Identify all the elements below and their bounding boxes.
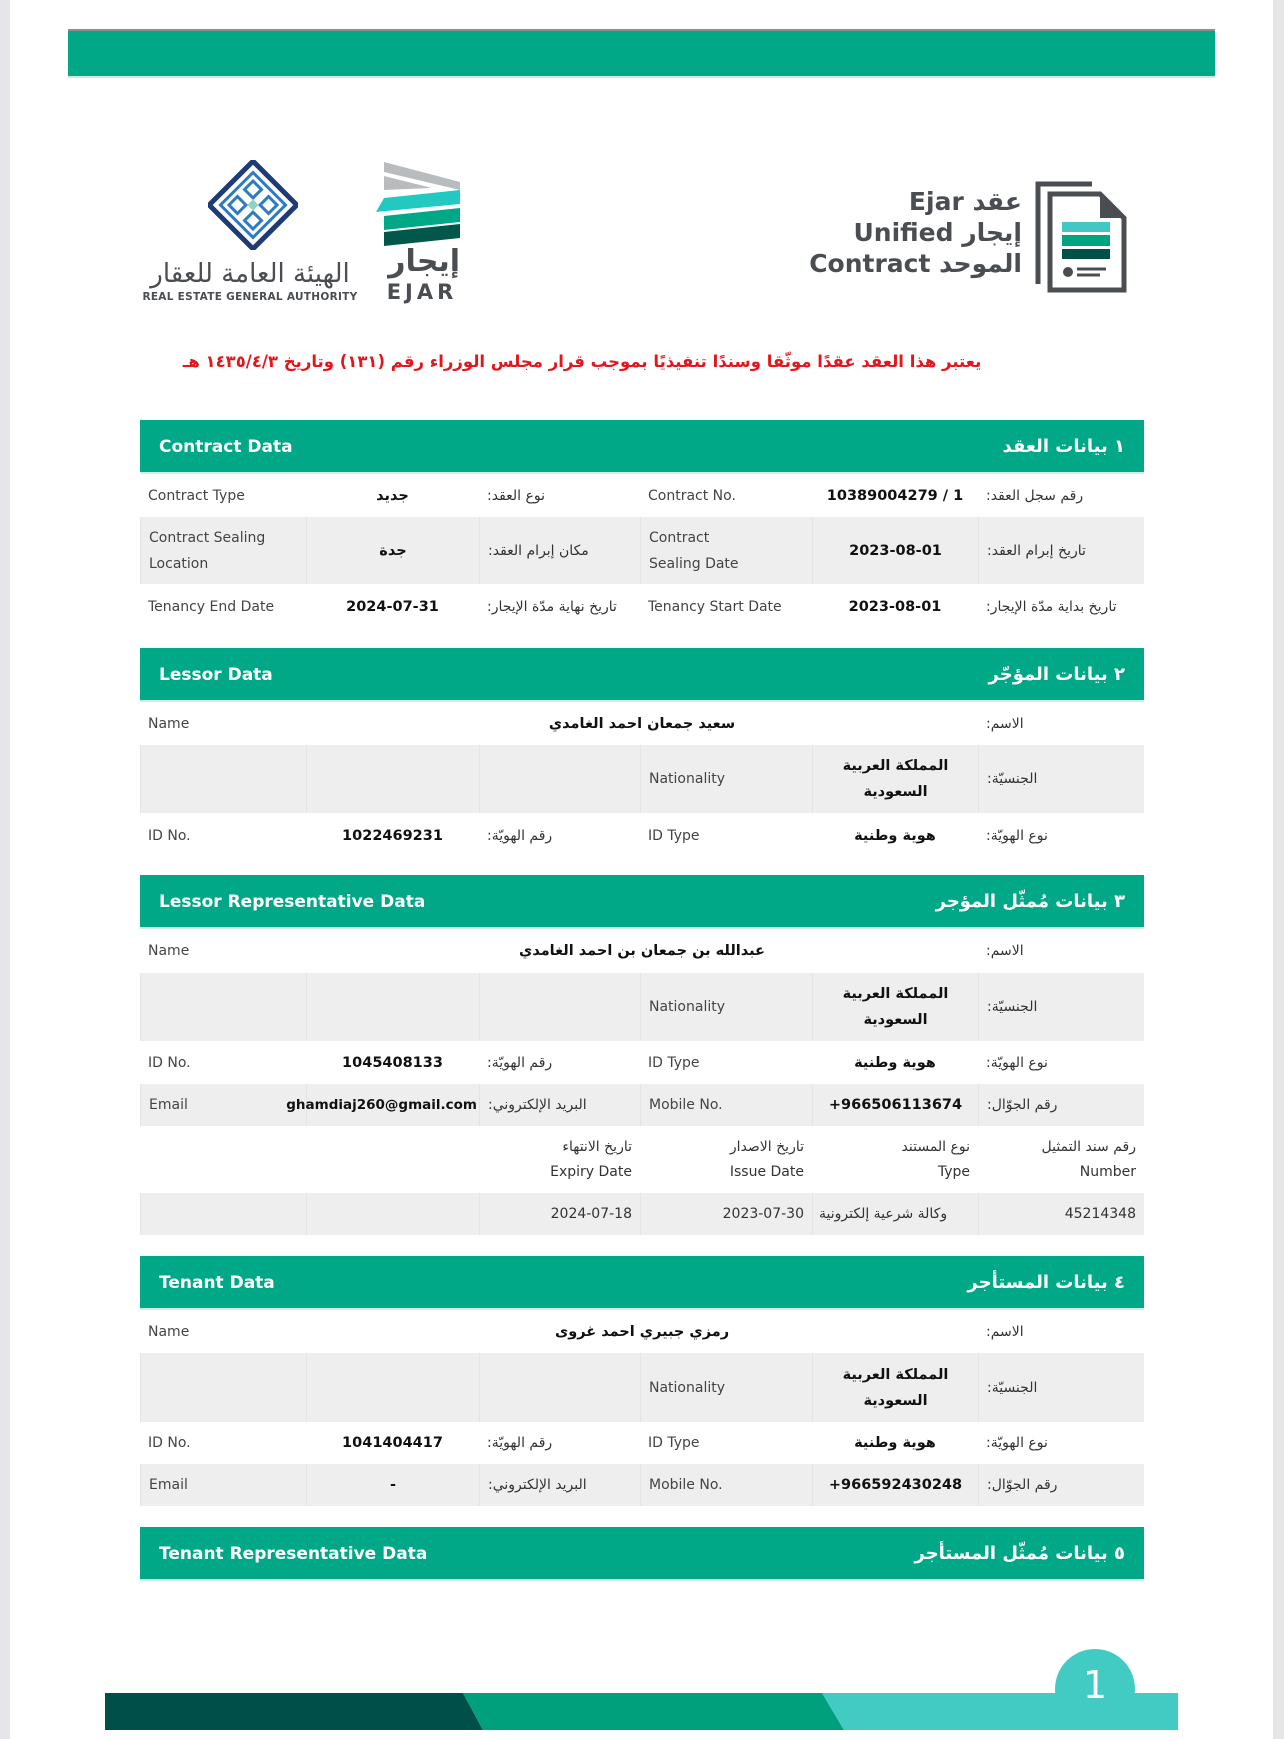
- label-ar: الاسم:: [986, 943, 1024, 959]
- label-en: Tenancy Start Date: [648, 599, 782, 615]
- empty-cell: [479, 973, 640, 1041]
- sealing-location-value: جدة: [306, 517, 479, 584]
- header-ar: تاريخ الاصدار: [729, 1138, 804, 1155]
- table-row: [140, 584, 1144, 630]
- rega-emblem-icon: [208, 160, 298, 250]
- label-ar: نوع الهويّة:: [986, 1435, 1048, 1451]
- table-row: [140, 813, 1144, 858]
- unified-contract-logo-text: [800, 186, 1022, 279]
- label-ar: تاريخ بداية مدّة الإيجار:: [986, 599, 1117, 615]
- rega-logo: [130, 160, 370, 310]
- contract-document-icon: [1034, 180, 1129, 294]
- empty-cell: [306, 745, 479, 813]
- id-type-value: هوية وطنية: [854, 827, 936, 844]
- label-ar: مكان إبرام العقد:: [479, 517, 640, 584]
- table-row: [140, 973, 1144, 1041]
- empty-cell: [479, 1353, 640, 1422]
- section-title-ar: ٤ بيانات المستأجر: [967, 1272, 1125, 1293]
- empty-cell: [140, 973, 306, 1041]
- footer-stripe-dark: [105, 1693, 483, 1730]
- footer-stripe: [105, 1693, 1178, 1730]
- empty-cell: [140, 1353, 306, 1422]
- document-type-value: وكالة شرعية إلكترونية: [812, 1193, 978, 1235]
- section-header-contract: [140, 420, 1144, 474]
- empty-cell: [140, 1193, 306, 1235]
- table-row: [140, 1041, 1144, 1084]
- doc-header-expiry: [479, 1126, 640, 1193]
- header-ar: نوع المستند: [901, 1138, 970, 1155]
- nationality-value: المملكة العربية السعودية: [812, 745, 978, 813]
- nationality-value: المملكة العربية السعودية: [812, 973, 978, 1041]
- top-banner: [68, 29, 1215, 78]
- tenancy-start-value: 2023-08-01: [848, 599, 942, 615]
- table-row: [140, 1422, 1144, 1464]
- label-en: ID No.: [148, 1054, 191, 1071]
- table-row: [140, 1084, 1144, 1126]
- document-header-row: [140, 1126, 1144, 1193]
- section-title-ar: ٢ بيانات المؤجّر: [988, 664, 1125, 685]
- email-value[interactable]: ghamdiaj260@gmail.com: [306, 1084, 479, 1126]
- id-type-value: هوية وطنية: [854, 1435, 936, 1451]
- header-en: Number: [1079, 1163, 1136, 1180]
- header-ar: رقم سند التمثيل: [1041, 1138, 1136, 1155]
- unified-line-2: Unified إيجار: [853, 218, 1022, 247]
- label-en: Tenancy End Date: [148, 599, 275, 615]
- section-title-en: Lessor Data: [159, 665, 273, 685]
- header-en: Type: [937, 1163, 970, 1180]
- label-ar: نوع الهويّة:: [986, 1054, 1048, 1071]
- unified-line-3: Contract الموحد: [809, 249, 1022, 278]
- label-ar: الجنسيّة:: [978, 745, 1144, 813]
- contract-no-value: 10389004279 / 1: [826, 488, 964, 504]
- nationality-value: المملكة العربية السعودية: [812, 1353, 978, 1422]
- header-ar: تاريخ الانتهاء: [562, 1138, 632, 1155]
- table-row: [140, 475, 1144, 517]
- section-title-en: Contract Data: [159, 437, 293, 457]
- empty-cell: [140, 745, 306, 813]
- doc-header-type: [812, 1126, 978, 1193]
- label-ar: تاريخ نهاية مدّة الإيجار:: [487, 599, 617, 615]
- section-header-tenant: [140, 1256, 1144, 1310]
- empty-cell: [479, 745, 640, 813]
- label-ar: الاسم:: [986, 715, 1024, 732]
- label-en: ID No.: [148, 827, 191, 844]
- header-en: Issue Date: [729, 1163, 804, 1180]
- label-ar: رقم سجل العقد:: [986, 488, 1084, 504]
- label-en: Mobile No.: [640, 1464, 812, 1506]
- table-row: [140, 745, 1144, 813]
- label-ar: رقم الجوّال:: [978, 1084, 1144, 1126]
- lessor-name-value: سعيد جمعان احمد الغامدي: [548, 715, 736, 732]
- section-title-en: Tenant Representative Data: [159, 1544, 428, 1564]
- doc-header-number: [978, 1126, 1144, 1193]
- id-number-value: 1022469231: [342, 827, 443, 844]
- label-ar: البريد الإلكتروني:: [479, 1464, 640, 1506]
- label-en: Nationality: [640, 973, 812, 1041]
- expiry-date-value: 2024-07-18: [479, 1193, 640, 1235]
- label-ar: الجنسيّة:: [978, 973, 1144, 1041]
- empty-cell: [306, 1193, 479, 1235]
- label-en: Contract Sealing Location: [140, 517, 306, 584]
- table-row: [140, 517, 1144, 584]
- page-number: 1: [1082, 1663, 1108, 1707]
- label-en: Name: [148, 1323, 190, 1340]
- section-title-ar: ٣ بيانات مُمثّل المؤجر: [935, 891, 1125, 912]
- document-value-row: [140, 1193, 1144, 1235]
- label-en: Nationality: [640, 745, 812, 813]
- empty-cell: [306, 1353, 479, 1422]
- section-header-lessor-rep: [140, 875, 1144, 929]
- id-number-value: 1041404417: [342, 1435, 443, 1451]
- mobile-value: +966592430248: [812, 1464, 978, 1506]
- label-ar: رقم الهويّة:: [487, 1435, 553, 1451]
- label-ar: رقم الهويّة:: [487, 1054, 553, 1071]
- contract-type-value: جديد: [376, 488, 409, 504]
- label-en: Contract Type: [148, 488, 245, 504]
- document-number-value: 45214348: [978, 1193, 1144, 1235]
- label-en: ID No.: [148, 1435, 191, 1451]
- unified-line-1: Ejar عقد: [908, 187, 1022, 216]
- label-en: ID Type: [648, 1054, 700, 1071]
- ejar-name-en: EJAR: [386, 280, 458, 304]
- table-row: [140, 1310, 1144, 1353]
- mobile-value: +966506113674: [812, 1084, 978, 1126]
- table-row: [140, 929, 1144, 973]
- label-en: Email: [140, 1084, 306, 1126]
- label-ar: نوع الهويّة:: [986, 827, 1048, 844]
- section-title-en: Tenant Data: [159, 1273, 275, 1293]
- empty-cell: [306, 973, 479, 1041]
- ejar-name-ar: إيجار: [388, 244, 460, 279]
- label-en: Nationality: [640, 1353, 812, 1422]
- label-en: Email: [140, 1464, 306, 1506]
- rega-name-en: REAL ESTATE GENERAL AUTHORITY: [142, 291, 358, 303]
- table-row: [140, 1353, 1144, 1422]
- label-ar: نوع العقد:: [487, 488, 545, 504]
- table-row: [140, 1464, 1144, 1506]
- label-en: Name: [148, 715, 190, 732]
- label-ar: تاريخ إبرام العقد:: [978, 517, 1144, 584]
- tenancy-end-value: 2024-07-31: [346, 599, 439, 615]
- doc-header-issue: [640, 1126, 812, 1193]
- email-value: -: [306, 1464, 479, 1506]
- section-title-ar: ١ بيانات العقد: [1002, 436, 1125, 457]
- rega-name-ar: الهيئة العامة للعقار: [150, 259, 350, 289]
- label-ar: الجنسيّة:: [978, 1353, 1144, 1422]
- label-ar: الاسم:: [986, 1323, 1024, 1340]
- footer-stripe-green: [463, 1693, 844, 1730]
- label-en: ID Type: [648, 827, 700, 844]
- label-ar: رقم الجوّال:: [978, 1464, 1144, 1506]
- label-en: Contract No.: [648, 488, 736, 504]
- label-ar: رقم الهويّة:: [487, 827, 553, 844]
- section-title-ar: ٥ بيانات مُمثّل المستأجر: [914, 1543, 1125, 1564]
- table-row: [140, 702, 1144, 745]
- section-header-tenant-rep: [140, 1527, 1144, 1581]
- rep-name-value: عبدالله بن جمعان بن احمد الغامدي: [519, 943, 765, 959]
- id-number-value: 1045408133: [342, 1054, 443, 1071]
- sealing-date-value: 2023-08-01: [812, 517, 978, 584]
- label-en: Mobile No.: [640, 1084, 812, 1126]
- header-en: Expiry Date: [550, 1163, 632, 1180]
- ejar-stripes-icon: [372, 160, 468, 246]
- section-title-en: Lessor Representative Data: [159, 892, 426, 912]
- label-en: ID Type: [648, 1435, 700, 1451]
- id-type-value: هوية وطنية: [854, 1054, 936, 1071]
- label-en: Contract Sealing Date: [640, 517, 770, 584]
- ejar-logo: [372, 160, 468, 306]
- tenant-name-value: رمزي جبيري احمد غروى: [554, 1323, 730, 1340]
- section-header-lessor: [140, 648, 1144, 702]
- label-ar: البريد الإلكتروني:: [479, 1084, 640, 1126]
- issue-date-value: 2023-07-30: [640, 1193, 812, 1235]
- label-en: Name: [148, 943, 190, 959]
- legal-notice: يعتبر هذا العقد عقدًا موثّقا وسندًا تنفيذيًا بموجب قرار مجلس الوزراء رقم (١٣١) وتاريخ ١٤٣٥/٤/٣ هـ: [182, 352, 982, 371]
